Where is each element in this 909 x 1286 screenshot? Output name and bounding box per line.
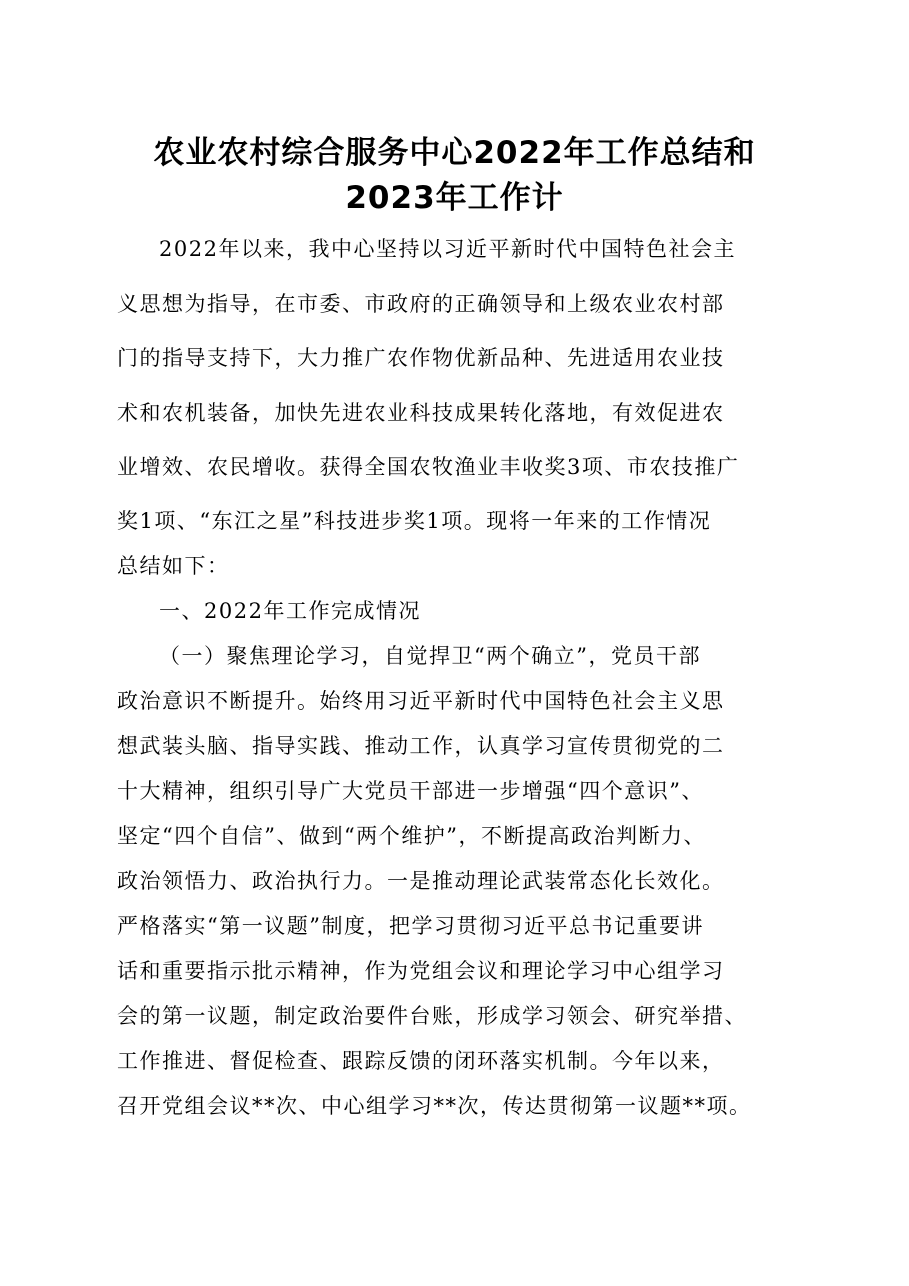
- paragraph-1-line: 义思想为指导，在市委、市政府的正确领导和上级农业农村部: [117, 292, 725, 316]
- paragraph-2-line: 严格落实“第一议题”制度，把学习贯彻习近平总书记重要讲: [117, 914, 704, 938]
- paragraph-2-line: 十大精神，组织引导广大党员干部进一步增强“四个意识”、: [117, 779, 704, 803]
- paragraph-1-line: 门的指导支持下，大力推广农作物优新品种、先进适用农业技: [117, 346, 725, 370]
- section-heading: 一、2022年工作完成情况: [159, 599, 421, 623]
- paragraph-2-line: 政治意识不断提升。始终用习近平新时代中国特色社会主义思: [117, 689, 725, 713]
- paragraph-2-line: 坚定“四个自信”、做到“两个维护”，不断提高政治判断力、: [117, 824, 706, 848]
- paragraph-2-line: 政治领悟力、政治执行力。一是推动理论武装常态化长效化。: [117, 869, 725, 893]
- document-title-line-2: 2023年工作计: [345, 180, 564, 216]
- paragraph-2-line: 工作推进、督促检查、跟踪反馈的闭环落实机制。今年以来，: [117, 1049, 725, 1073]
- paragraph-1-line: 2022年以来，我中心坚持以习近平新时代中国特色社会主: [159, 237, 736, 261]
- paragraph-2-line: 会的第一议题，制定政治要件台账，形成学习领会、研究举措、: [117, 1004, 747, 1028]
- paragraph-1-line: 业增效、农民增收。获得全国农牧渔业丰收奖3项、市农技推广: [117, 455, 740, 479]
- paragraph-2-line: 话和重要指示批示精神，作为党组会议和理论学习中心组学习: [117, 959, 725, 983]
- paragraph-1-line: 奖1项、“东江之星”科技进步奖1项。现将一年来的工作情况: [117, 509, 712, 533]
- paragraph-1-line: 总结如下：: [117, 554, 230, 578]
- paragraph-2-line: （一）聚焦理论学习，自觉捍卫“两个确立”，党员干部: [159, 644, 701, 668]
- paragraph-2-line: 想武装头脑、指导实践、推动工作，认真学习宣传贯彻党的二: [117, 734, 725, 758]
- paragraph-1-line: 术和农机装备，加快先进农业科技成果转化落地，有效促进农: [117, 401, 725, 425]
- paragraph-2-line: 召开党组会议**次、中心组学习**次，传达贯彻第一议题**项。: [117, 1094, 752, 1118]
- document-title-line-1: 农业农村综合服务中心2022年工作总结和: [153, 135, 756, 171]
